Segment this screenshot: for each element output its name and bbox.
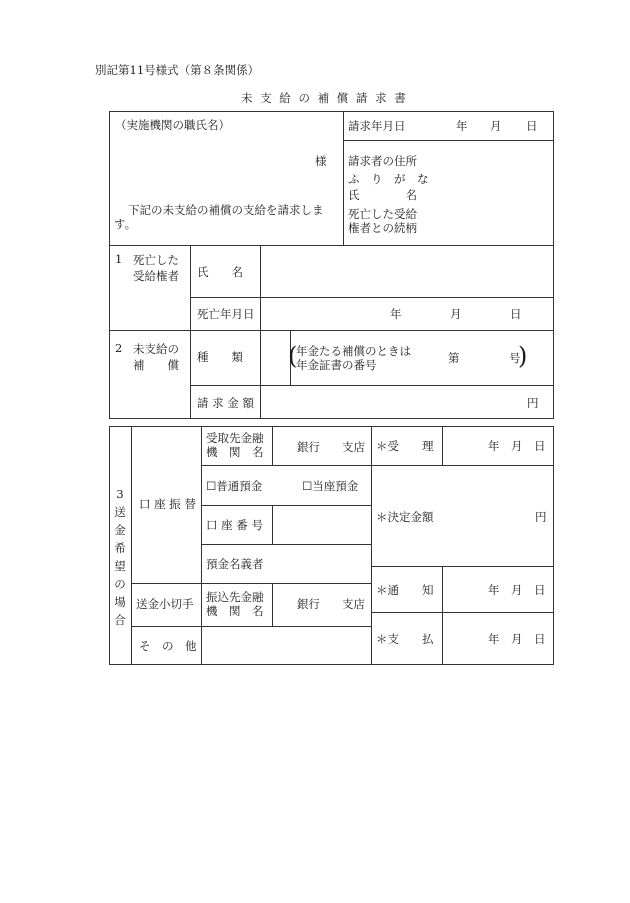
decided-amount-label: ＊決定金額 [376,510,434,524]
go-label: 号 [509,351,521,365]
receiving-bank-label: 受取先金融機 関 名 [206,431,264,459]
remittance-check-label: 送金小切手 [136,597,194,611]
notice-label: ＊通 知 [376,583,434,597]
year-label: 年 [456,119,468,133]
transfer-bank-label: 振込先金融機 関 名 [206,590,264,618]
amount-label: 請 求 金 額 [197,396,254,410]
divider [109,245,554,246]
form-number: 別記第11号様式（第８条関係） [95,63,260,77]
day-label: 日 [526,119,538,133]
divider [131,426,132,665]
decided-amount-yen: 円 [535,510,547,524]
page-title: 未 支 給 の 補 償 請 求 書 [241,91,408,105]
furigana-label: ふ り が な [348,172,429,186]
divider [201,544,371,545]
section2-number: 2 [115,341,123,355]
divider [190,297,554,298]
agency-label: （実施機関の職氏名） [115,118,230,132]
section1-heading: 死亡した受給権者 [133,253,179,283]
death-date-label: 死亡年月日 [197,307,255,321]
lower-form [109,426,554,665]
death-year: 年 [390,307,402,321]
divider [131,626,371,627]
divider [343,140,554,141]
section3-heading: 3送金希望の場合 [114,487,126,627]
divider [190,245,191,419]
account-transfer-label: 口 座 振 替 [139,497,196,511]
divider [201,505,371,506]
divider [371,612,554,613]
type-label: 種 類 [197,350,243,364]
account-holder-label: 預金名義者 [206,557,264,571]
divider [131,583,371,584]
name-label: 氏 名 [348,188,417,202]
section2-heading: 未支給の補 償 [133,342,179,372]
divider [272,426,273,465]
divider [109,330,554,331]
divider [201,465,554,466]
paren-open-icon: ( [288,342,298,370]
divider [343,111,344,245]
divider [371,566,554,567]
current-deposit-checkbox[interactable]: ☐当座預金 [302,479,359,493]
dai-label: 第 [448,351,460,365]
divider [442,566,443,665]
bank-label: 銀行 [297,440,320,454]
branch-label: 支店 [342,440,365,454]
divider [272,583,273,626]
death-day: 日 [510,307,522,321]
divider [442,426,443,465]
other-label: そ の 他 [139,639,197,653]
pension-line1: 年金たる補償のときは [296,344,411,358]
account-number-label: 口 座 番 号 [206,518,263,532]
divider [190,385,554,386]
request-text: 下記の未支給の補償の支給を請求します。 [114,203,324,231]
request-date-label: 請求年月日 [348,119,406,133]
branch-label-2: 支店 [342,597,365,611]
relationship-label: 死亡した受給権者との続柄 [348,207,417,235]
divider [371,426,372,665]
amount-yen: 円 [527,396,539,410]
divider [260,245,261,419]
death-month: 月 [450,307,462,321]
divider [201,426,202,665]
section1-number: 1 [115,252,123,266]
pension-line2: 年金証書の番号 [296,358,377,372]
divider [272,505,273,544]
received-label: ＊受 理 [376,439,434,453]
paren-close-icon: ) [518,342,528,370]
bank-label-2: 銀行 [297,597,320,611]
received-date: 年 月 日 [488,439,546,453]
notice-date: 年 月 日 [488,583,546,597]
address-label: 請求者の住所 [348,154,417,168]
month-label: 月 [490,119,502,133]
ordinary-deposit-checkbox[interactable]: ☐普通預金 [206,479,263,493]
sama-label: 様 [315,154,327,168]
payment-label: ＊支 払 [376,632,434,646]
deceased-name-label: 氏 名 [197,265,243,279]
payment-date: 年 月 日 [488,632,546,646]
